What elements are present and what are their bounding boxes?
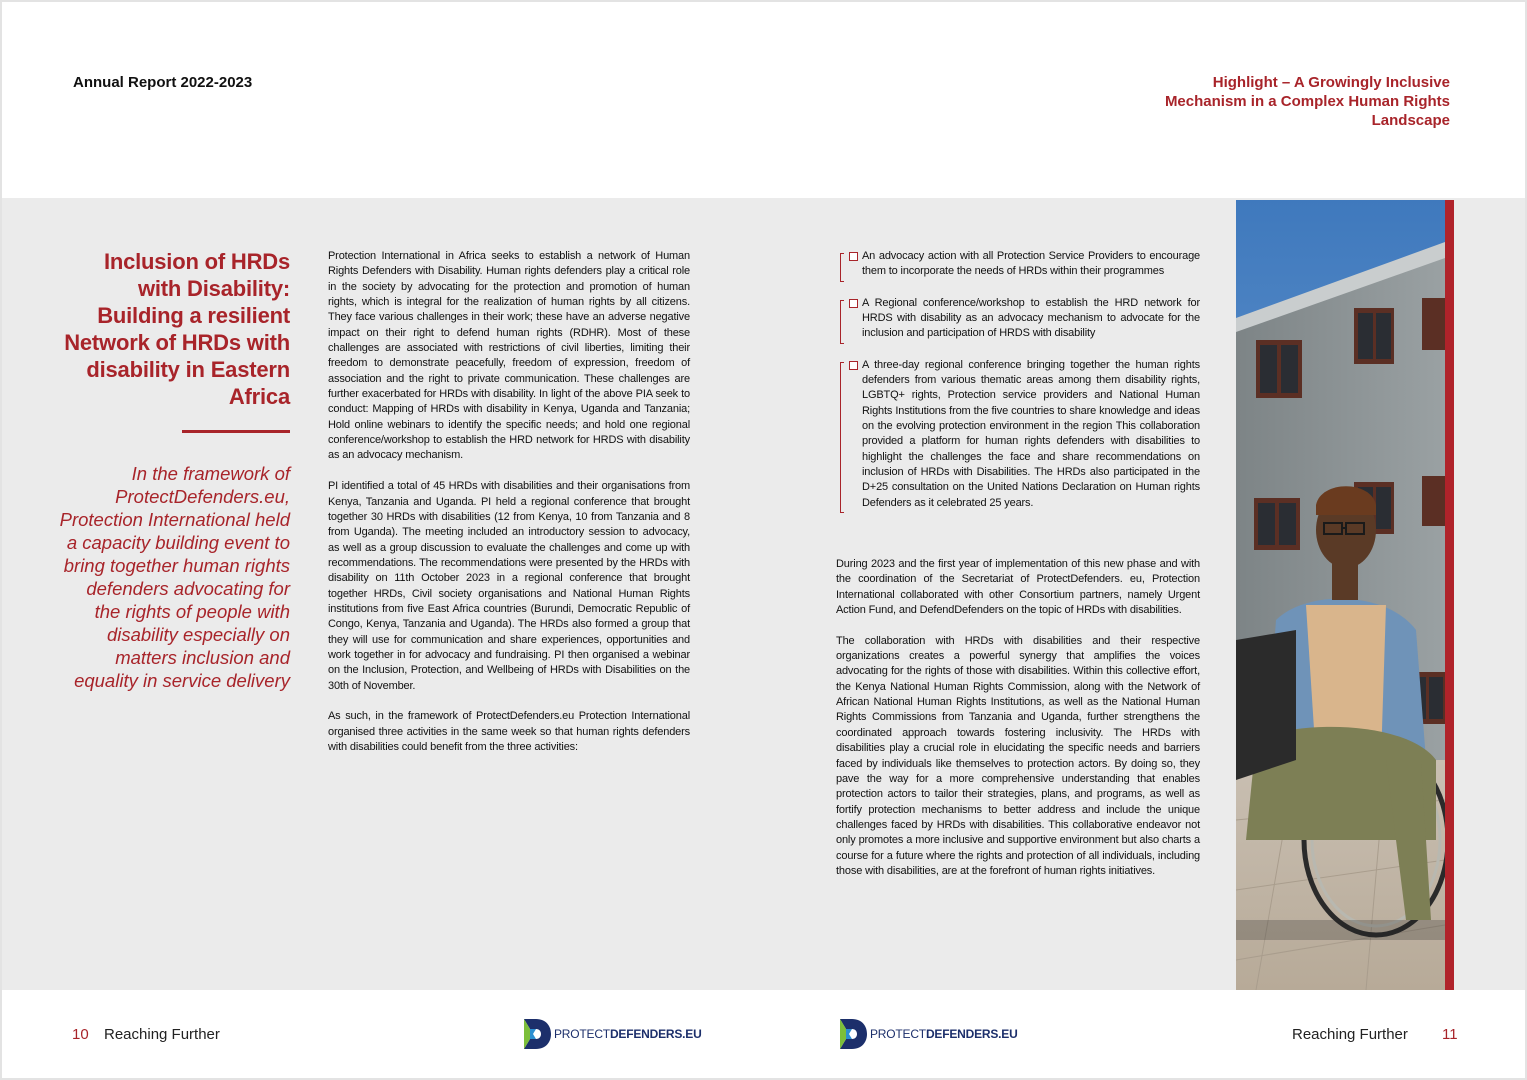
report-title: Annual Report 2022-2023 — [73, 74, 253, 91]
paragraph: The collaboration with HRDs with disabilities and their respective organizations creates a powerful synergy that amplifies the voices advocating for the rights of those with disabilities. Within this collective effort, the Kenya National Human Rights Commission, along with the Network of African National Human Rights Institutions, as well as the National Human Rights Commissions from Tanzania and Uganda, further strengthens the coordinated approach towards fostering inclusivity. The HRDs with disabilities play a crucial role in elucidating the specific needs and barriers faced by individuals like themselves to protection actors. By doing so, they pave the way for a more comprehensive understanding that enables protection actors to tailor their strategies, plans, and programs, as well as fortify protection mechanisms to better address and include the unique challenges faced by HRDs with disabilities. This collaborative endeavor not only promotes a more inclusive and supportive environment but also charts a course for a future where the rights and protection of all individuals, including those with disabilities, are at the forefront of human rights initiatives. — [836, 634, 1200, 877]
checkbox-bullet-icon — [849, 299, 858, 308]
paragraph: During 2023 and the first year of implementation of this new phase and with the coordination of the Secretariat of ProtectDefenders. eu, Protection International collaborated with other Consortium partners, namely Urgent Action Fund, and DefendDefenders on the topic of HRDs with disabilities. — [836, 558, 1200, 617]
logo-text: PROTECTDEFENDERS.EU — [870, 1027, 1018, 1041]
left-body-column — [328, 249, 690, 771]
footer-label-left: Reaching Further — [104, 1026, 220, 1043]
list-item-text: A three-day regional conference bringing together the human rights defenders from various thematic areas among them disability rights, LGBTQ+ rights, Protection service providers and National Human Rights Institutions from the five countries to share knowledge and ideas on the evolving protection environment in the region This collaboration provided a platform for human rights defenders with disabilities to highlight the challenges the face and share recommendations on inclusion of HRDs with Disabilities. The HRDs also participated in the D+25 consultation on the United Nations Declaration on Human rights Defenders as it celebrated 25 years. — [862, 358, 1200, 509]
heading-rule — [182, 430, 290, 433]
page-number-left: 10 — [72, 1026, 89, 1043]
right-body-column — [836, 557, 1200, 895]
protectdefenders-logo — [836, 1017, 1018, 1051]
paragraph: Protection International in Africa seeks to establish a network of Human Rights Defenders with Disability. Human rights defenders play a critical role in the society by advocating for the protection and promotion of human rights, which is integral for the realization of human rights by all citizens. They face various challenges in their work; these have an adverse negative impact on their right to defend human rights (RDHR). Most of these challenges are associated with restrictions of civil liberties, limiting their freedom to demonstrate peacefully, freedom of expression, freedom of association and the right to private communication. These challenges are further exacerbated for HRDs with disability. In light of the above PIA seek to conduct: Mapping of HRDs with disability in Kenya, Uganda and Tanzania; Hold online webinars to identify the specific needs; and hold one regional conference/workshop to establish the HRD network for HRDS with disability as an advocacy mechanism. — [328, 250, 690, 462]
logo-mark-icon — [836, 1017, 868, 1051]
footer-label-right: Reaching Further — [1292, 1026, 1408, 1043]
bracket-decoration — [840, 362, 844, 513]
paragraph: PI identified a total of 45 HRDs with disabilities and their organisations from Kenya, Tanzania and Uganda. PI held a regional conference that brought together 30 HRDs with disabilities (12 from Kenya, 10 from Tanzania and 8 from Uganda). The meeting included an introductory session to advocacy, as well as a group discussion to evaluate the challenges and come up with recommendations. The recommendations were presented by the HRDs with disability on 11th October 2023 in a regional conference that brought together HRDs, Civil society organisations and National Human Rights institutions from five East Africa countries (Burundi, Democratic Republic of Congo, Kenya, Tanzania and Uganda). The HRDs also formed a group that they will use for communication and share experiences, opportunities and work together in for advocacy and fundraising. PI then organised a webinar on the Inclusion, Protection, and Wellbeing of HRDs with Disabilities on the 30th of November. — [328, 480, 690, 692]
bracket-decoration — [840, 300, 844, 344]
pull-quote: In the framework of ProtectDefenders.eu, Protection International held a capacity building event to bring together human rights defenders advocating for the rights of people with disability especially on matters inclusion and equality in service delivery — [59, 463, 290, 691]
checkbox-bullet-icon — [849, 252, 858, 261]
list-item — [836, 358, 1200, 511]
logo-mark-icon — [520, 1017, 552, 1051]
paragraph: As such, in the framework of ProtectDefenders.eu Protection International organised three activities in the same week so that human rights defenders with disabilities could benefit from the three activities: — [328, 710, 690, 754]
section-heading: Inclusion of HRDs with Disability: Building a resilient Network of HRDs with disability in Eastern Africa — [64, 249, 290, 409]
checkbox-bullet-icon — [849, 361, 858, 370]
wheelchair-user-photo — [1236, 200, 1445, 990]
list-item — [836, 296, 1200, 342]
list-item-text: An advocacy action with all Protection Service Providers to encourage them to incorporate the needs of HRDs within their programmes — [862, 250, 1200, 278]
bracket-decoration — [840, 253, 844, 282]
protectdefenders-logo — [520, 1017, 702, 1051]
page-number-right: 11 — [1442, 1026, 1458, 1043]
list-item — [836, 249, 1200, 280]
highlight-title: Highlight – A Growingly Inclusive Mechanism in a Complex Human Rights Landscape — [1164, 74, 1450, 129]
logo-text: PROTECTDEFENDERS.EU — [554, 1027, 702, 1041]
accent-bar — [1445, 200, 1454, 990]
list-item-text: A Regional conference/workshop to establish the HRD network for HRDS with disability as an advocacy mechanism to advocate for the inclusion and participation of HRDS with disability — [862, 296, 1200, 340]
activity-list — [836, 249, 1200, 511]
